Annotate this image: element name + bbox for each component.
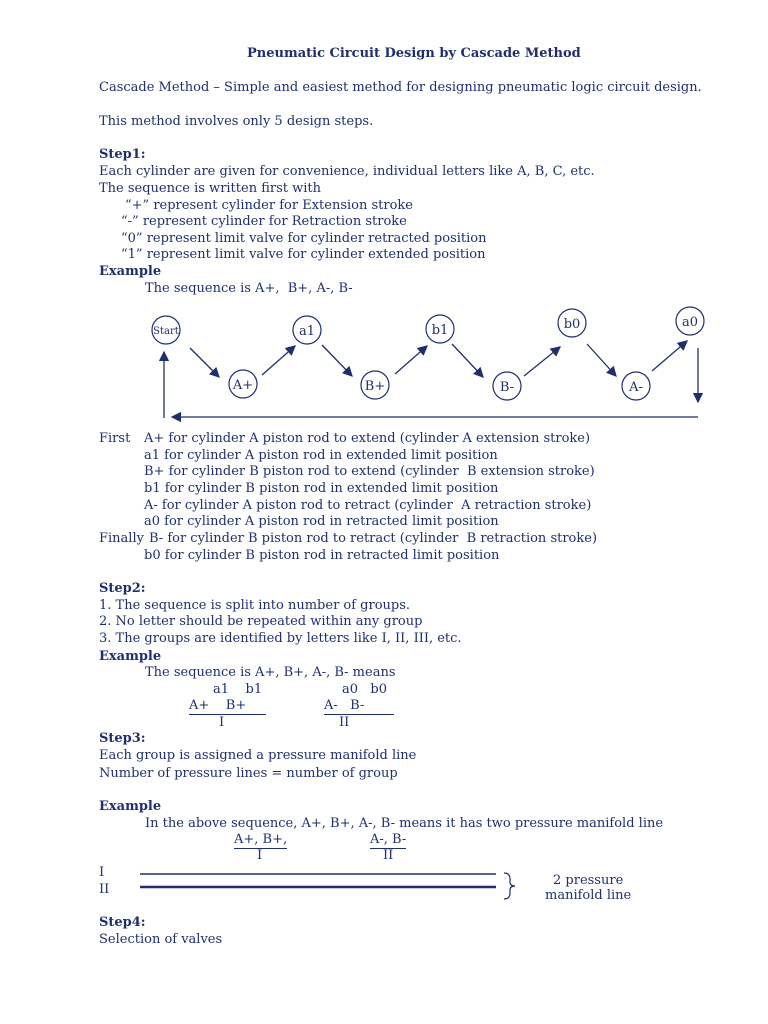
explanation-line: A+ for cylinder A piston rod to extend (cylinder A extension stroke)	[144, 431, 591, 446]
explanation-prefix: First	[99, 431, 131, 446]
node-label: Start	[153, 326, 179, 337]
manifold-group2: A-, B-	[370, 832, 407, 847]
brace-note: 2 pressure	[553, 873, 624, 888]
step1-line: “-” represent cylinder for Retraction stroke	[121, 214, 407, 229]
step1-line: The sequence is written first with	[99, 181, 322, 196]
step1-line: “1” represent limit valve for cylinder extended position	[121, 247, 486, 262]
explanation-line: b1 for cylinder B piston rod in extended limit position	[144, 481, 499, 496]
step4-heading: Step4:	[99, 915, 146, 930]
node-label: A+	[232, 378, 254, 393]
group2-label: II	[339, 715, 350, 730]
step1-heading: Step1:	[99, 147, 146, 162]
page-title: Pneumatic Circuit Design by Cascade Method	[247, 46, 581, 61]
group2-limits: a0 b0	[342, 682, 388, 697]
step1-line: “0” represent limit valve for cylinder retracted position	[121, 231, 487, 246]
node-label: A-	[629, 380, 643, 395]
group2-actions: A- B-	[324, 698, 394, 715]
group1-actions: A+ B+	[189, 698, 266, 715]
group1-label: I	[219, 715, 225, 730]
step2-example-text: The sequence is A+, B+, A-, B- means	[145, 665, 396, 680]
manifold-group1: A+, B+,	[234, 832, 288, 847]
step2-example-label: Example	[99, 649, 162, 664]
node-label: b0	[563, 317, 581, 332]
manifold-group2-label: II	[383, 848, 394, 863]
node-label: b1	[431, 323, 449, 338]
explanation-line: a0 for cylinder A piston rod in retracted limit position	[144, 514, 499, 529]
intro-text: Cascade Method – Simple and easiest method for designing pneumatic logic circuit design.	[99, 80, 702, 95]
manifold-line-label: I	[99, 865, 105, 880]
explanation-line: b0 for cylinder B piston rod in retracted limit position	[144, 548, 500, 563]
step1-example-label: Example	[99, 264, 162, 279]
step3-example-text: In the above sequence, A+, B+, A-, B- means it has two pressure manifold line	[145, 816, 664, 831]
step3-line: Number of pressure lines = number of group	[99, 766, 398, 781]
step3-example-label: Example	[99, 799, 162, 814]
intro-steps-text: This method involves only 5 design steps.	[99, 114, 374, 129]
node-label: a1	[298, 324, 316, 339]
brace-note: manifold line	[545, 888, 632, 903]
step1-example-text: The sequence is A+, B+, A-, B-	[145, 281, 353, 296]
explanation-line: A- for cylinder A piston rod to retract (cylinder A retraction stroke)	[144, 498, 592, 513]
brace-icon	[504, 873, 515, 899]
node-label: a0	[681, 315, 699, 330]
explanation-line: a1 for cylinder A piston rod in extended limit position	[144, 448, 498, 463]
explanation-prefix: Finally	[99, 531, 144, 546]
manifold-line-label: II	[99, 882, 110, 897]
node-label: B-	[499, 380, 515, 395]
explanation-line: B- for cylinder B piston rod to retract (cylinder B retraction stroke)	[149, 531, 598, 546]
step2-line: 3. The groups are identified by letters like I, II, III, etc.	[99, 631, 462, 646]
step2-line: 2. No letter should be repeated within any group	[99, 614, 423, 629]
explanation-line: B+ for cylinder B piston rod to extend (cylinder B extension stroke)	[144, 464, 595, 479]
step2-heading: Step2:	[99, 581, 146, 596]
node-label: B+	[364, 379, 386, 394]
step4-text: Selection of valves	[99, 932, 223, 947]
step3-heading: Step3:	[99, 731, 146, 746]
step1-line: “+” represent cylinder for Extension stroke	[125, 198, 413, 213]
step2-line: 1. The sequence is split into number of groups.	[99, 598, 411, 613]
manifold-group1-label: I	[257, 848, 263, 863]
step1-line: Each cylinder are given for convenience, individual letters like A, B, C, etc.	[99, 164, 595, 179]
group1-limits: a1 b1	[213, 682, 263, 697]
step3-line: Each group is assigned a pressure manifold line	[99, 748, 417, 763]
